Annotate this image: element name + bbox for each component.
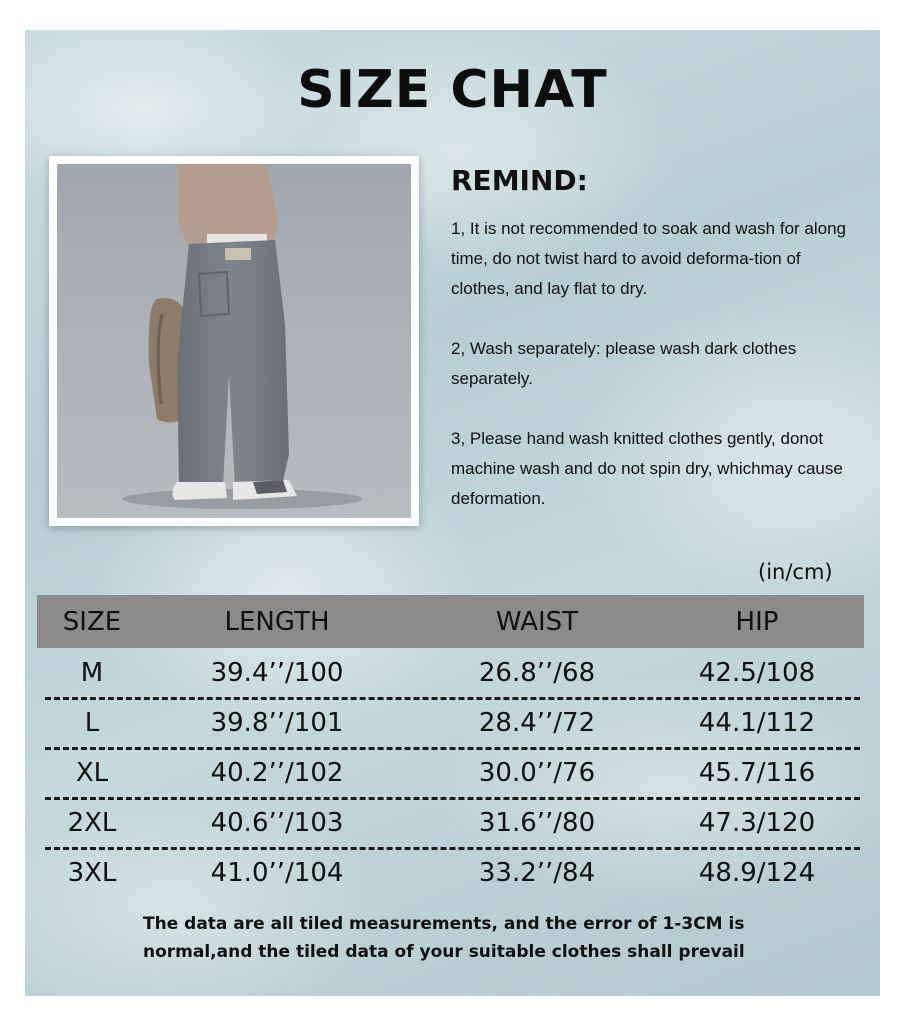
product-photo-frame (49, 156, 419, 526)
cell-length: 39.8’’/101 (210, 708, 344, 738)
model-wearing-wide-leg-pants-photo (57, 164, 411, 518)
cell-hip: 48.9/124 (698, 858, 816, 888)
cell-hip: 44.1/112 (698, 708, 816, 738)
product-photo-illustration (57, 164, 411, 518)
remind-item-2: 2, Wash separately: please wash dark clothes separately. (451, 339, 797, 388)
header-hip: HIP (735, 607, 779, 637)
cell-waist: 30.0’’/76 (478, 758, 596, 788)
cell-waist: 33.2’’/84 (478, 858, 596, 888)
header-waist: WAIST (495, 607, 579, 637)
cell-waist: 28.4’’/72 (478, 708, 596, 738)
cell-length: 40.6’’/103 (210, 808, 344, 838)
cell-waist: 26.8’’/68 (478, 658, 596, 688)
measurement-footnote: The data are all tiled measurements, and the error of 1-3CM is normal,and the tiled data of your suitable clothes shall prevail (143, 914, 745, 962)
cell-hip: 42.5/108 (698, 658, 816, 688)
remind-item-3: 3, Please hand wash knitted clothes gently, donot machine wash and do not spin dry, whichmay cause deformation. (451, 429, 843, 508)
cell-size: L (84, 708, 100, 738)
remind-item-1: 1, It is not recommended to soak and wash for along time, do not twist hard to avoid deforma-tion of clothes, and lay flat to dry. (451, 219, 847, 298)
cell-size: 2XL (67, 808, 117, 838)
cell-hip: 47.3/120 (698, 808, 816, 838)
cell-size: M (80, 658, 104, 688)
remind-heading: REMIND: (451, 164, 588, 197)
table-row (37, 650, 864, 700)
cell-length: 40.2’’/102 (210, 758, 344, 788)
table-row (37, 700, 864, 750)
size-chart-canvas (25, 30, 880, 996)
page-title: SIZE CHAT (297, 60, 608, 120)
table-row (37, 800, 864, 850)
cell-size: XL (75, 758, 109, 788)
cell-size: 3XL (67, 858, 117, 888)
size-table-header (37, 595, 864, 648)
cell-hip: 45.7/116 (698, 758, 816, 788)
cell-length: 41.0’’/104 (210, 858, 344, 888)
unit-label: (in/cm) (758, 560, 833, 584)
header-length: LENGTH (224, 607, 330, 637)
header-size: SIZE (62, 607, 122, 637)
cell-length: 39.4’’/100 (210, 658, 344, 688)
cell-waist: 31.6’’/80 (478, 808, 596, 838)
table-row (37, 750, 864, 800)
table-row (37, 850, 864, 900)
